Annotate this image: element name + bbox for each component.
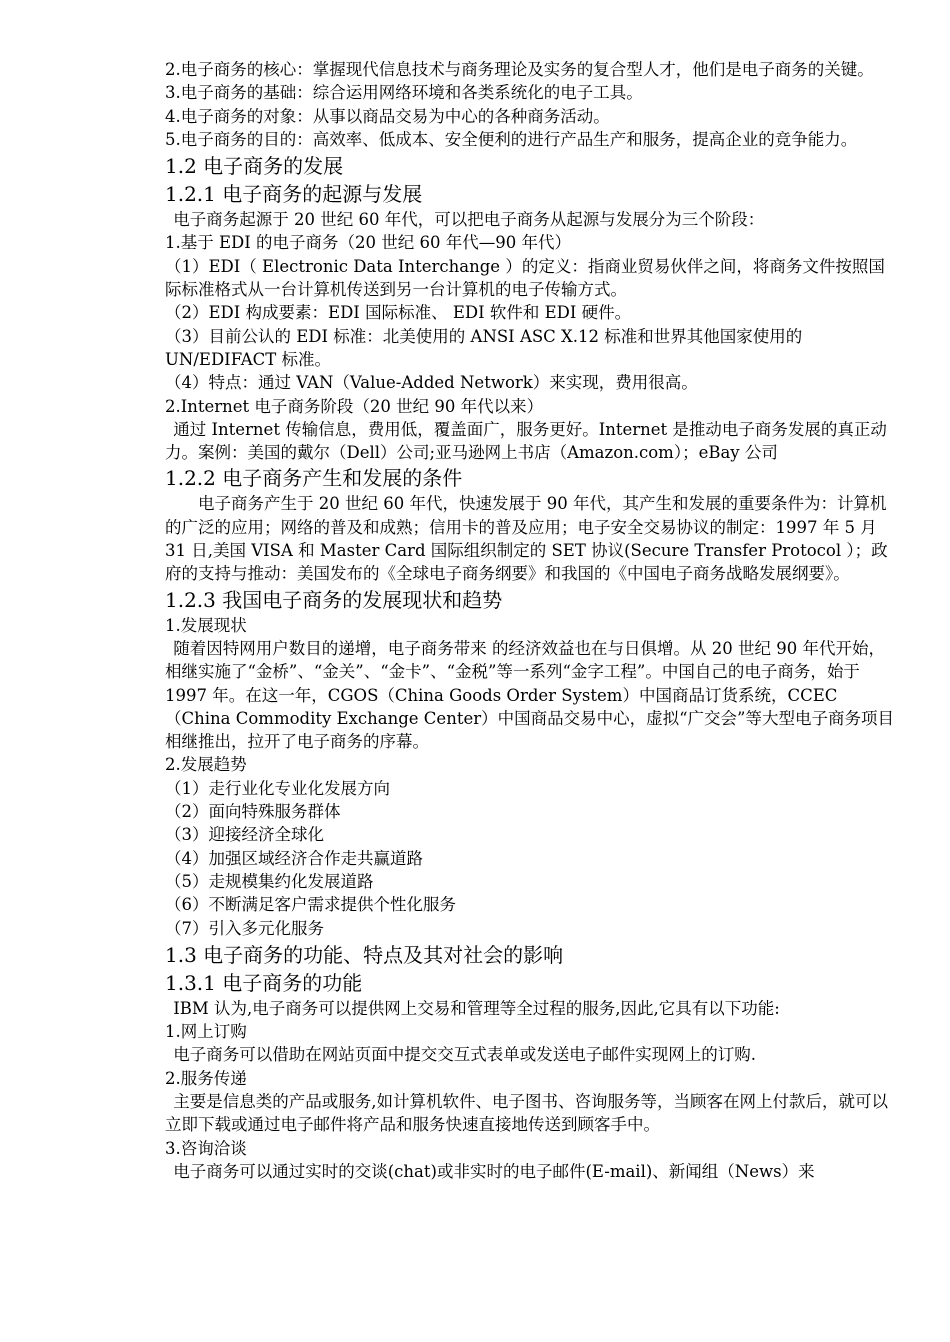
paragraph-service-title: 2.服务传递 <box>165 1068 247 1088</box>
paragraph-internet-stage: 2.Internet 电子商务阶段（20 世纪 90 年代以来） <box>165 396 544 416</box>
paragraph-object: 4.电子商务的对象：从事以商品交易为中心的各种商务活动。 <box>165 106 610 126</box>
heading-1-2-2: 1.2.2 电子商务产生和发展的条件 <box>165 466 463 491</box>
paragraph-core: 2.电子商务的核心：掌握现代信息技术与商务理论及实务的复合型人才，他们是电子商务的关键。 <box>165 60 874 79</box>
paragraph-edi-stage: 1.基于 EDI 的电子商务（20 世纪 60 年代—90 年代） <box>165 233 571 253</box>
paragraph-online-order-desc: 电子商务可以借助在网站页面中提交交互式表单或发送电子邮件实现网上的订购. <box>173 1045 756 1065</box>
paragraph-edi-elements: （2）EDI 构成要素：EDI 国际标准、 EDI 软件和 EDI 硬件。 <box>165 303 632 323</box>
trend-item: （7）引入多元化服务 <box>165 918 324 938</box>
heading-1-3: 1.3 电子商务的功能、特点及其对社会的影响 <box>165 942 564 967</box>
paragraph-ibm: IBM 认为,电子商务可以提供网上交易和管理等全过程的服务,因此,它具有以下功能: <box>173 998 780 1018</box>
paragraph-consult-desc: 电子商务可以通过实时的交谈(chat)或非实时的电子邮件(E-mail)、新闻组（News）来 <box>173 1161 815 1181</box>
document-page <box>165 58 895 1183</box>
heading-1-2-3: 1.2.3 我国电子商务的发展现状和趋势 <box>165 587 503 612</box>
heading-1-3-1: 1.3.1 电子商务的功能 <box>165 970 363 995</box>
paragraph-purpose: 5.电子商务的目的：高效率、低成本、安全便利的进行产品生产和服务，提高企业的竞争能力。 <box>165 129 858 149</box>
paragraph-trend-title: 2.发展趋势 <box>165 755 247 775</box>
paragraph-internet-desc: 通过 Internet 传输信息，费用低，覆盖面广，服务更好。Internet 是推动电子商务发展的真正动力。案例：美国的戴尔（Dell）公司;亚马逊网上书店（Amazon.com）；eBay 公司 <box>165 419 887 463</box>
paragraph-status-desc: 随着因特网用户数目的递增，电子商务带来 的经济效益也在与日俱增。从 20 世纪 90 年代开始，相继实施了“金桥”、“金关”、“金卡”、“金税”等一系列“金字工程”。中国自己的电子商务，始于 1997 年。在这一年，CGOS（China Goods Order System）中国商品订货系统，CCEC（China Commodity Exchange Center）中国商品交易中心，虚拟“广交会”等大型电子商务项目相继推出，拉开了电子商务的序幕。 <box>165 638 894 752</box>
trend-item: （1）走行业化专业化发展方向 <box>165 778 390 798</box>
paragraph-edi-features: （4）特点：通过 VAN（Value-Added Network）来实现，费用很高。 <box>165 373 698 393</box>
trend-item: （5）走规模集约化发展道路 <box>165 871 374 891</box>
paragraph-foundation: 3.电子商务的基础：综合运用网络环境和各类系统化的电子工具。 <box>165 83 643 103</box>
paragraph-service-desc: 主要是信息类的产品或服务,如计算机软件、电子图书、咨询服务等，当顾客在网上付款后，就可以立即下载或通过电子邮件将产品和服务快速直接地传送到顾客手中。 <box>165 1091 888 1135</box>
paragraph-online-order-title: 1.网上订购 <box>165 1022 247 1042</box>
trend-item: （3）迎接经济全球化 <box>165 825 324 845</box>
paragraph-conditions: 电子商务产生于 20 世纪 60 年代，快速发展于 90 年代，其产生和发展的重要条件为：计算机的广泛的应用；网络的普及和成熟；信用卡的普及应用；电子安全交易协议的制定：1997 年 5 月 31 日,美国 VISA 和 Master Card 国际组织制定的 SET 协议(Secure Transfer Protocol ）；政府的支持与推动：美国发布的《全球电子商务纲要》和我国的《中国电子商务战略发展纲要》。 <box>165 494 888 584</box>
paragraph-origin: 电子商务起源于 20 世纪 60 年代，可以把电子商务从起源与发展分为三个阶段： <box>173 210 765 230</box>
paragraph-consult-title: 3.咨询洽谈 <box>165 1138 247 1158</box>
heading-1-2: 1.2 电子商务的发展 <box>165 154 344 179</box>
heading-1-2-1: 1.2.1 电子商务的起源与发展 <box>165 182 423 207</box>
paragraph-edi-standards: （3）目前公认的 EDI 标准：北美使用的 ANSI ASC X.12 标准和世界其他国家使用的 UN/EDIFACT 标准。 <box>165 326 803 369</box>
trend-item: （6）不断满足客户需求提供个性化服务 <box>165 895 456 915</box>
trend-item: （2）面向特殊服务群体 <box>165 802 341 822</box>
trend-item: （4）加强区域经济合作走共赢道路 <box>165 848 423 868</box>
paragraph-status-title: 1.发展现状 <box>165 615 247 635</box>
paragraph-edi-definition: （1）EDI（ Electronic Data Interchange ）的定义：指商业贸易伙伴之间，将商务文件按照国际标准格式从一台计算机传送到另一台计算机的电子传输方式。 <box>165 256 885 300</box>
